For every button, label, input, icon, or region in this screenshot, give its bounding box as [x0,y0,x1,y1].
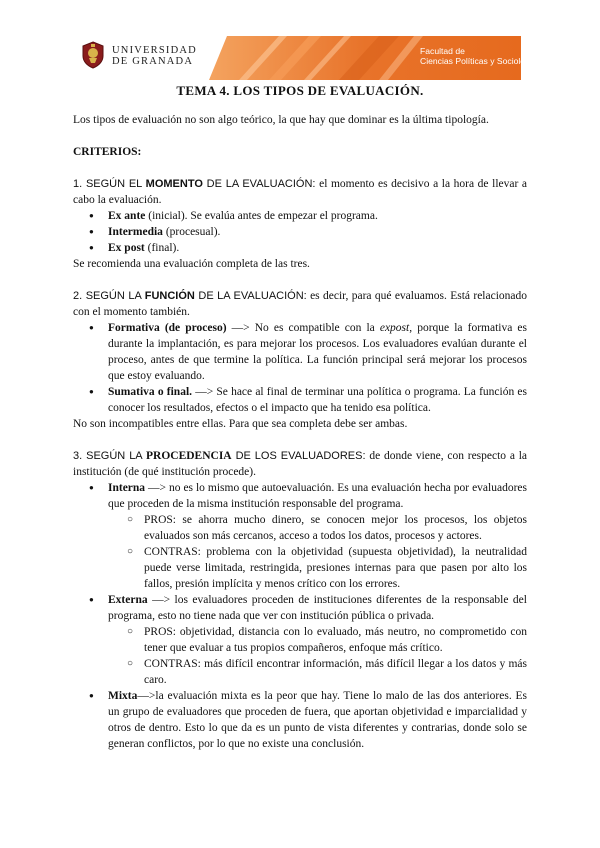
list-item-term: Interna [108,482,146,494]
faculty-name-line2: Ciencias Políticas y Sociología [420,55,538,66]
list-item-term: Sumativa o final. [108,386,193,398]
section-2-list [73,320,527,416]
list-item [73,240,527,256]
university-crest-icon [80,41,106,69]
document-body [73,112,527,752]
section-3-post: DE LOS EVALUADORES: [231,450,366,462]
intro-paragraph: Los tipos de evaluación no son algo teórico, la que hay que dominar es la última tipología. [73,114,489,126]
list-item-desc: —> los evaluadores proceden de instituciones diferentes de la responsable del programa, esto no tiene nada que ver con institución pública o privada. [108,594,527,622]
section-3-heading [73,448,527,480]
section-2-note: No son incompatibles entre ellas. Para que sea completa debe ser ambas. [73,418,408,430]
section-1-pre: 1. SEGÚN EL [73,178,146,190]
section-1-keyword: MOMENTO [145,178,203,190]
sublist-item: ○ PROS: se ahorra mucho dinero, se conocen mejor los procesos, los objetos evaluados son más cercanos, acceso a todos los datos, procesos y actores. [108,512,527,544]
section-1-text: el momento es decisivo a la hora de llevar a cabo la evaluación. [73,178,527,206]
university-name [112,45,197,67]
list-item-term: Externa [108,594,148,606]
list-item-italic: expost [379,322,410,334]
list-item [73,208,527,224]
page-title: TEMA 4. LOS TIPOS DE EVALUACIÓN. [176,83,424,98]
section-3-text: de donde viene, con respecto a la institución (de qué institución procede). [73,450,527,478]
list-item-desc: (inicial). Se evalúa antes de empezar el programa. [145,210,378,222]
section-1-note: Se recomienda una evaluación completa de las tres. [73,258,310,270]
section-1-heading [73,176,527,208]
list-item [73,224,527,240]
list-item-desc: —>la evaluación mixta es la peor que hay. Tiene lo malo de las dos anteriores. Es un grupo de evaluadores que proceden de fuera, que aportan objetividad e imparcialidad y otros de dentro. Esto lo que da es un punto de vista diferentes y contrarias, donde solo se generan conflictos, por lo que no existe una conclusión. [108,690,527,750]
list-item [73,688,527,752]
sublist-item: ○ CONTRAS: más difícil encontrar información, más difícil llegar a los datos y más caro. [108,656,527,688]
list-item-desc: —> Se hace al final de terminar una política o programa. La función es conocer los resultados, efectos o el impacto que ha tenido esa política. [108,386,527,414]
list-item-term: Intermedia [108,226,163,238]
section-2-post: DE LA EVALUACIÓN: [194,290,307,302]
list-item-term: Ex ante [108,210,146,222]
list-item-desc: —> no es lo mismo que autoevaluación. Es una evaluación hecha por evaluadores que proceden de la misma institución responsable del programa. [108,482,527,510]
section-2-text: es decir, para qué evaluamos. Está relacionado con el momento también. [73,290,528,318]
faculty-name-line1: Facultad de [420,46,465,56]
list-item-term: Formativa (de proceso) [108,322,227,334]
criterios-heading [73,144,527,160]
list-item-term: Mixta [108,690,138,702]
list-item [73,480,527,592]
list-item-desc: —> No es compatible con la [226,322,380,334]
section-3-pre: 3. SEGÚN LA [73,450,146,462]
section-3-keyword: PROCEDENCIA [146,450,232,462]
sublist-item: ○ PROS: objetividad, distancia con lo evaluado, más neutro, no comprometido con tener que evaluar a tus propios compañeros, enfoque más crítico. [108,624,527,656]
list-item [73,592,527,688]
page-header [0,30,600,82]
criterios-label: CRITERIOS: [73,146,142,158]
sublist-item: ○ CONTRAS: problema con la objetividad (supuesta objetividad), la neutralidad puede verse limitada, restringida, presiones internas para que pasen por alto los fallos, presión implícita y menos crítico con los errores. [108,544,527,592]
section-1-post: DE LA EVALUACIÓN: [202,178,316,190]
sublist [108,512,527,592]
faculty-name [420,47,537,66]
university-name-line2: DE GRANADA [112,56,194,67]
section-3-list [73,480,527,752]
section-1-list [73,208,527,256]
list-item-desc: (procesual). [162,226,221,238]
list-item-term: Ex post [108,242,145,254]
university-name-line1: UNIVERSIDAD [112,45,197,56]
list-item-desc: (final). [144,242,180,254]
section-2-heading [73,288,527,320]
list-item-desc: , porque la formativa es durante la implantación, es para mejorar los procesos. Los evaluadores evalúan durante el proceso, antes de que termine la política. La función principal será mejorar los procesos que estoy evaluando. [108,322,527,382]
list-item [73,320,527,384]
section-2-pre: 2. SEGÚN LA [73,290,145,302]
section-2-keyword: FUNCIÓN [144,290,195,302]
sublist [108,624,527,688]
list-item [73,384,527,416]
